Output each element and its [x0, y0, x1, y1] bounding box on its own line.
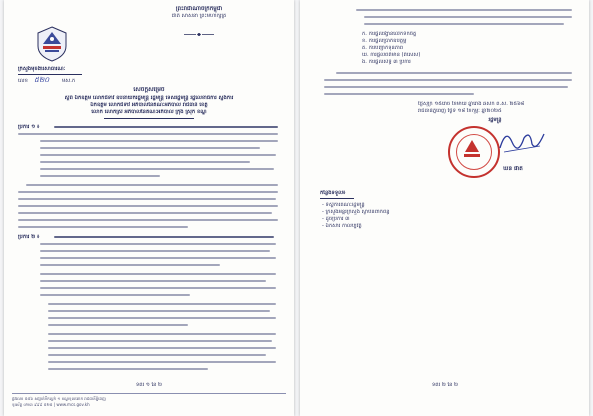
- text-line: [48, 310, 270, 312]
- list-item: គ. ការបញ្ជាក់ទុនភាព: [362, 45, 404, 51]
- text-line: [40, 154, 276, 156]
- text-line: [18, 212, 272, 214]
- text-line: [40, 273, 276, 275]
- page-number: ទំព័រ ១ នៃ ២: [136, 382, 162, 388]
- text-line: [40, 140, 278, 142]
- text-line: [364, 23, 564, 25]
- text-line: [40, 287, 276, 289]
- text-line: [40, 147, 260, 149]
- kingdom-title: ព្រះរាជាណាចក្រកម្ពុជា: [175, 6, 223, 12]
- recipient-item: - ឯកសារ កាលប្បវត្តិ: [322, 223, 362, 229]
- footer-contact: ទូរស័ព្ទ ០២៣ ៩៩៩ ៥២៥ | www.mcs.gov.kh: [12, 402, 90, 407]
- ministry-underline: [18, 74, 82, 75]
- text-line: [18, 191, 278, 193]
- text-line: [54, 126, 278, 128]
- gregorian-date: រាជធានីភ្នំពេញ ថ្ងៃទី ១៨ ខែកុម្ភៈ ឆ្នាំ២០២៥: [418, 108, 502, 114]
- recipient-item: - ទីស្តីការគណៈរដ្ឋមន្ត្រី: [322, 202, 365, 208]
- text-line: [54, 236, 274, 238]
- recipient-item: - ដូចប្រការ ៣: [322, 216, 350, 222]
- title-underline: [104, 118, 194, 119]
- kingdom-motto: ជាតិ សាសនា ព្រះមហាក្សត្រ: [171, 13, 227, 19]
- recipients-title: កន្លែងទទួល៖: [320, 190, 346, 196]
- text-line: [40, 161, 250, 163]
- title-line-2: ឯកឧត្តម លោកជំទាវ អភិបាលនៃគណៈអភិបាល រាជធានី ខេត្ត: [90, 102, 208, 108]
- text-line: [48, 347, 276, 349]
- section-2-label: ប្រការ ២ ៖: [18, 234, 40, 240]
- text-line: [18, 198, 276, 200]
- page-number: ទំព័រ ២ នៃ ២: [432, 382, 458, 388]
- title-line-3: លោក លោកស្រី អភិបាលនៃគណៈអភិបាល ក្រុង ស្រុក ខណ្ឌ: [91, 109, 207, 115]
- ref-number-handwritten: ៥២០: [34, 76, 50, 84]
- text-line: [40, 257, 276, 259]
- ref-label: មស.ក: [62, 78, 76, 84]
- text-line: [40, 294, 190, 296]
- text-line: [40, 168, 274, 170]
- text-line: [40, 280, 266, 282]
- text-line: [356, 9, 572, 11]
- section-1-label: ប្រការ ១ ៖: [18, 124, 40, 130]
- text-line: [324, 93, 474, 95]
- text-line: [48, 333, 276, 335]
- text-line: [18, 205, 278, 207]
- text-line: [48, 368, 208, 370]
- text-line: [48, 340, 272, 342]
- text-line: [26, 184, 278, 186]
- list-item: ឃ. ការផ្តល់ព័ត៌មាន (ពិសេស): [362, 52, 421, 58]
- text-line: [336, 72, 572, 74]
- document-type: សេចក្តីសម្រេច: [133, 87, 165, 93]
- ministry-name: ក្រសួងមុខងារសាធារណៈ: [18, 66, 66, 72]
- list-item: ក. ការផ្តល់រង្វាន់លើកទឹកចិត្ត: [362, 31, 417, 37]
- text-line: [48, 354, 266, 356]
- text-line: [18, 219, 278, 221]
- text-line: [18, 133, 278, 135]
- recipients-underline: [320, 198, 354, 199]
- text-line: [364, 16, 572, 18]
- document-page-2: [300, 0, 589, 416]
- ministry-emblem-icon: [36, 26, 68, 62]
- list-item: ង. ការផ្តល់សិទ្ធិ ៣ ប្រការ: [362, 59, 411, 65]
- document-page-1: [4, 0, 294, 416]
- text-line: [48, 361, 276, 363]
- signature-icon: [496, 124, 548, 158]
- text-line: [40, 175, 160, 177]
- minister-title: រដ្ឋមន្ត្រី: [488, 117, 502, 123]
- list-item: ខ. ការផ្តល់ប្រាក់ឧបត្ថម្ភ: [362, 38, 407, 44]
- footer-divider: [12, 393, 286, 394]
- text-line: [40, 264, 220, 266]
- recipient-item: - ក្រសួងអន្តរក្រសួង ស្ថាប័នពាក់ព័ន្ធ: [322, 209, 390, 215]
- ref-prefix: លេខ: [18, 78, 28, 84]
- text-line: [48, 303, 276, 305]
- text-line: [40, 243, 276, 245]
- title-line-1: ស្តីពី ឯកឧត្តម លោកជំទាវ ឧបនាយករដ្ឋមន្ត្រី រដ្ឋមន្ត្រី ទេសរដ្ឋមន្ត្រី រដ្ឋលេខាធិការ ស្នងការ: [64, 95, 234, 101]
- text-line: [324, 79, 572, 81]
- text-line: [18, 226, 188, 228]
- footer-address: ផ្លូវលេខ ៥៥៦ សង្កាត់ទឹកល្អក់ ១ ខណ្ឌទួលគោក រាជធានីភ្នំពេញ: [12, 396, 106, 401]
- motto-ornament: [184, 21, 214, 24]
- text-line: [48, 317, 276, 319]
- text-line: [324, 86, 568, 88]
- text-line: [48, 324, 188, 326]
- signatory-name: ឃិន ផាត់: [503, 166, 523, 172]
- lunar-date: ថ្ងៃសុក្រ ១៥រោច ខែមាឃ ឆ្នាំរោង ឆស័ក ព.ស. ២៥៦៨: [418, 101, 525, 107]
- text-line: [40, 250, 270, 252]
